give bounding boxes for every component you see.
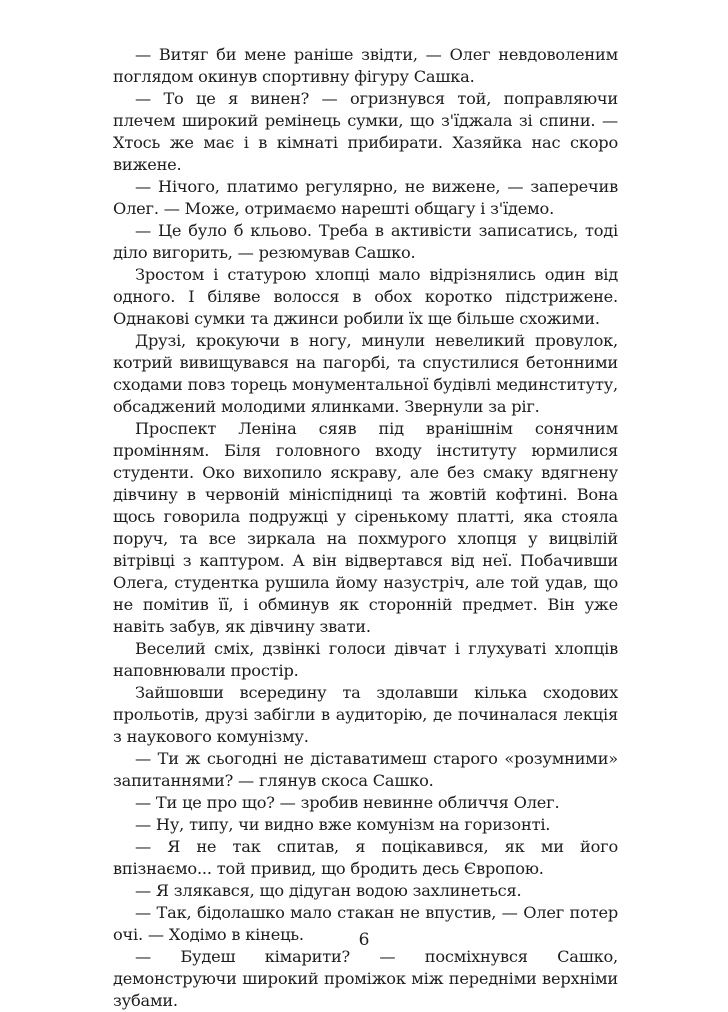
paragraph: — Я злякався, що дідуган водою захлинеться.: [135, 881, 522, 900]
page-number: 6: [358, 930, 370, 950]
paragraph: — Ти це про що? — зробив невинне обличчя Олег.: [135, 793, 560, 812]
paragraph: — Я не так спитав, я поцікавився, як ми його впізнаємо... той привид, що бродить десь Європою.: [113, 837, 618, 878]
paragraph: — Це було б кльово. Треба в активісти записатись, тоді діло вигорить, — резюмував Сашко.: [113, 221, 618, 262]
paragraph: — Так, бідолашко мало стакан не впустив, — Олег потер очі. — Ходімо в кінець.: [113, 903, 618, 944]
paragraph: Зайшовши всередину та здолавши кілька сходових прольотів, друзі забігли в аудиторію, де починалася лекція з наукового комунізму.: [113, 683, 618, 746]
paragraph: — Витяг би мене раніше звідти, — Олег невдоволеним поглядом окинув спортивну фігуру Сашка.: [113, 45, 618, 86]
paragraph: — Ну, типу, чи видно вже комунізм на горизонті.: [135, 815, 551, 834]
paragraph: Веселий сміх, дзвінкі голоси дівчат і глухуваті хлопців наповнювали простір.: [113, 639, 618, 680]
paragraph: Проспект Леніна сяяв під вранішнім сонячним промінням. Біля головного входу інституту юрмилися студенти. Око вихопило яскраву, але без смаку вдягнену дівчину в червоній мініспідниці та жовтій кофтині. Вона щось говорила подружці у сіренькому платті, яка стояла поруч, та все зиркала на похмурого хлопця у вицвілій вітрівці з каптуром. А він відвертався від неї. Побачивши Олега, студентка рушила йому назустріч, але той удав, що не помітив її, і обминув як сторонній предмет. Він уже навіть забув, як дівчину звати.: [113, 419, 618, 636]
paragraph: Зростом і статурою хлопці мало відрізнялись один від одного. І біляве волосся в обох коротко підстрижене. Однакові сумки та джинси робили їх ще більше схожими.: [113, 265, 618, 328]
paragraph: Друзі, крокуючи в ногу, минули невеликий провулок, котрий вивищувався на пагорбі, та спустилися бетонними сходами повз торець монументальної будівлі мединституту, обсаджений молодими ялинками. Звернули за ріг.: [113, 331, 618, 416]
body-text: [113, 44, 618, 1012]
paragraph: — Будеш кімарити? — посміхнувся Сашко, демонструючи широкий проміжок між передніми верхніми зубами.: [113, 947, 618, 1010]
paragraph: — То це я винен? — огризнувся той, поправляючи плечем широкий ремінець сумки, що з'їджала зі спини. — Хтось же має і в кімнаті прибирати. Хазяйка нас скоро вижене.: [113, 89, 618, 174]
paragraph: — Нічого, платимо регулярно, не вижене, — заперечив Олег. — Може, отримаємо нарешті общагу і з'їдемо.: [113, 177, 618, 218]
paragraph: — Ти ж сьогодні не діставатимеш старого «розумними» запитаннями? — глянув скоса Сашко.: [113, 749, 618, 790]
